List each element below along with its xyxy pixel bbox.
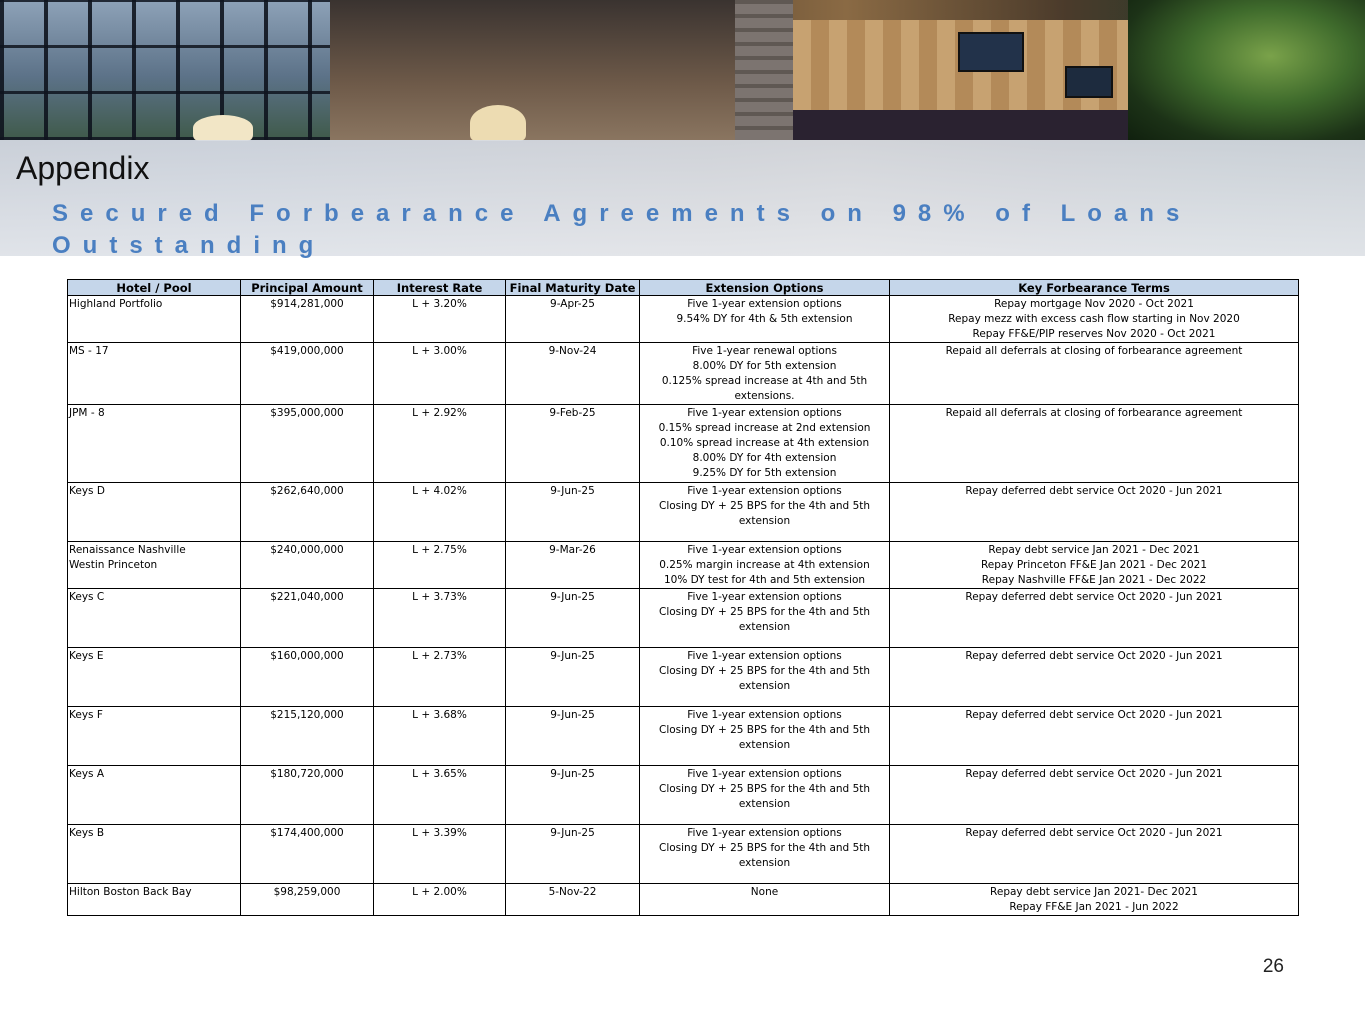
- rate-cell: L + 3.20%: [374, 296, 506, 343]
- rate-cell: L + 3.00%: [374, 343, 506, 405]
- extension-cell-line: Closing DY + 25 BPS for the 4th and 5th: [658, 842, 871, 854]
- hotel-cell-line: Keys B: [69, 827, 105, 839]
- maturity-cell: 9-Apr-25: [506, 296, 640, 343]
- terms-cell-line: Repay FF&E/PIP reserves Nov 2020 - Oct 2021: [972, 328, 1216, 340]
- maturity-cell: 9-Jun-25: [506, 766, 640, 825]
- extension-cell-line: Closing DY + 25 BPS for the 4th and 5th: [658, 783, 871, 795]
- hotel-cell-line: Keys C: [69, 591, 105, 603]
- column-header: Key Forbearance Terms: [890, 280, 1299, 296]
- hotel-cell-line: MS - 17: [69, 345, 109, 357]
- hotel-cell-line: Highland Portfolio: [69, 298, 163, 310]
- column-header: Hotel / Pool: [68, 280, 241, 296]
- hotel-cell: [68, 296, 241, 343]
- principal-cell: $215,120,000: [241, 707, 374, 766]
- maturity-cell: 9-Jun-25: [506, 825, 640, 884]
- terms-cell-line: Repay deferred debt service Oct 2020 - Jun 2021: [965, 591, 1223, 603]
- extension-cell-line: 8.00% DY for 4th extension: [692, 452, 837, 464]
- extension-cell-line: extension: [738, 857, 791, 869]
- hotel-cell-line: Hilton Boston Back Bay: [69, 886, 192, 898]
- page-title: Appendix: [16, 150, 150, 186]
- banner-lamp: [193, 115, 253, 141]
- extension-cell: [640, 589, 890, 648]
- extension-cell: [640, 343, 890, 405]
- hotel-cell: [68, 766, 241, 825]
- rate-cell: L + 3.73%: [374, 589, 506, 648]
- hotel-cell-line: Keys E: [69, 650, 104, 662]
- extension-cell-line: Five 1-year renewal options: [692, 345, 837, 357]
- hotel-cell-line: Renaissance Nashville: [69, 544, 186, 556]
- terms-cell-line: Repay debt service Jan 2021 - Dec 2021: [988, 544, 1200, 556]
- terms-cell: [890, 648, 1299, 707]
- extension-cell: [640, 707, 890, 766]
- extension-cell-line: Five 1-year extension options: [687, 544, 842, 556]
- rate-cell: L + 2.73%: [374, 648, 506, 707]
- extension-cell-line: Five 1-year extension options: [687, 591, 842, 603]
- terms-cell: [890, 707, 1299, 766]
- extension-cell-line: 9.54% DY for 4th & 5th extension: [676, 313, 853, 325]
- rate-cell: L + 2.92%: [374, 405, 506, 483]
- hotel-cell: [68, 542, 241, 589]
- principal-cell: $180,720,000: [241, 766, 374, 825]
- extension-cell-line: extension: [738, 798, 791, 810]
- rate-cell: L + 2.75%: [374, 542, 506, 589]
- extension-cell: [640, 296, 890, 343]
- maturity-cell: 9-Nov-24: [506, 343, 640, 405]
- column-header: Extension Options: [640, 280, 890, 296]
- banner-wall: [330, 0, 750, 140]
- extension-cell: [640, 825, 890, 884]
- terms-cell-line: Repay Nashville FF&E Jan 2021 - Dec 2022: [981, 574, 1207, 586]
- maturity-cell: 9-Jun-25: [506, 483, 640, 542]
- hotel-cell-line: Keys A: [69, 768, 105, 780]
- hotel-cell: [68, 483, 241, 542]
- extension-cell-line: Five 1-year extension options: [687, 650, 842, 662]
- extension-cell-line: 0.10% spread increase at 4th extension: [659, 437, 870, 449]
- banner-plants: [1128, 0, 1365, 140]
- terms-cell-line: Repay deferred debt service Oct 2020 - Jun 2021: [965, 650, 1223, 662]
- column-header: Final Maturity Date: [506, 280, 640, 296]
- extension-cell-line: Five 1-year extension options: [687, 709, 842, 721]
- terms-cell: [890, 542, 1299, 589]
- maturity-cell: 9-Jun-25: [506, 589, 640, 648]
- hotel-cell-line: Keys D: [69, 485, 105, 497]
- extension-cell-line: extension: [738, 739, 791, 751]
- terms-cell-line: Repay deferred debt service Oct 2020 - Jun 2021: [965, 827, 1223, 839]
- terms-cell: [890, 343, 1299, 405]
- terms-cell: [890, 483, 1299, 542]
- extension-cell-line: 9.25% DY for 5th extension: [692, 467, 837, 479]
- extension-cell-line: Five 1-year extension options: [687, 485, 842, 497]
- extension-cell: [640, 405, 890, 483]
- extension-cell-line: Closing DY + 25 BPS for the 4th and 5th: [658, 500, 871, 512]
- page-number: 26: [1262, 956, 1284, 977]
- terms-cell: [890, 589, 1299, 648]
- extension-cell-line: extension: [738, 621, 791, 633]
- principal-cell: $160,000,000: [241, 648, 374, 707]
- table-row: [68, 707, 1299, 766]
- terms-cell-line: Repay deferred debt service Oct 2020 - Jun 2021: [965, 768, 1223, 780]
- table-row: [68, 343, 1299, 405]
- extension-cell: [640, 542, 890, 589]
- extension-cell-line: 8.00% DY for 5th extension: [692, 360, 837, 372]
- maturity-cell: 9-Jun-25: [506, 648, 640, 707]
- table-row: [68, 296, 1299, 343]
- terms-cell: [890, 296, 1299, 343]
- column-header: Interest Rate: [374, 280, 506, 296]
- extension-cell-line: Closing DY + 25 BPS for the 4th and 5th: [658, 724, 871, 736]
- extension-cell-line: extension: [738, 680, 791, 692]
- hotel-cell: [68, 825, 241, 884]
- principal-cell: $221,040,000: [241, 589, 374, 648]
- extension-cell-line: 0.15% spread increase at 2nd extension: [658, 422, 871, 434]
- hotel-cell: [68, 648, 241, 707]
- extension-cell-line: Closing DY + 25 BPS for the 4th and 5th: [658, 606, 871, 618]
- extension-cell: [640, 483, 890, 542]
- extension-cell-line: None: [750, 886, 779, 898]
- table-header-row: [68, 280, 1299, 296]
- rate-cell: L + 2.00%: [374, 884, 506, 916]
- banner-tv-screen: [1065, 66, 1113, 98]
- extension-cell-line: 10% DY test for 4th and 5th extension: [663, 574, 866, 586]
- table-row: [68, 405, 1299, 483]
- banner-lamp: [470, 105, 526, 141]
- banner-tv-screen: [958, 32, 1024, 72]
- terms-cell-line: Repaid all deferrals at closing of forbearance agreement: [945, 407, 1243, 419]
- page-subtitle: Secured Forbearance Agreements on 98% of Loans Outstanding: [52, 200, 1192, 259]
- principal-cell: $98,259,000: [241, 884, 374, 916]
- terms-cell: [890, 766, 1299, 825]
- terms-cell-line: Repay mortgage Nov 2020 - Oct 2021: [994, 298, 1194, 310]
- terms-cell-line: Repay Princeton FF&E Jan 2021 - Dec 2021: [980, 559, 1208, 571]
- maturity-cell: 5-Nov-22: [506, 884, 640, 916]
- hotel-cell: [68, 589, 241, 648]
- hotel-cell-line: JPM - 8: [69, 407, 105, 419]
- table-row: [68, 589, 1299, 648]
- terms-cell-line: Repay FF&E Jan 2021 - Jun 2022: [1009, 901, 1179, 913]
- rate-cell: L + 4.02%: [374, 483, 506, 542]
- table-row: [68, 483, 1299, 542]
- hotel-cell: [68, 884, 241, 916]
- hotel-cell-line: Keys F: [69, 709, 103, 721]
- table-row: [68, 825, 1299, 884]
- extension-cell-line: 0.25% margin increase at 4th extension: [659, 559, 870, 571]
- banner-stone-pillar: [735, 0, 793, 140]
- extension-cell-line: Five 1-year extension options: [687, 827, 842, 839]
- extension-cell: [640, 648, 890, 707]
- rate-cell: L + 3.39%: [374, 825, 506, 884]
- maturity-cell: 9-Jun-25: [506, 707, 640, 766]
- extension-cell: [640, 766, 890, 825]
- hotel-cell: [68, 343, 241, 405]
- terms-cell-line: Repay deferred debt service Oct 2020 - Jun 2021: [965, 709, 1223, 721]
- table-row: [68, 884, 1299, 916]
- extension-cell: [640, 884, 890, 916]
- banner-windows: [0, 0, 330, 140]
- maturity-cell: 9-Mar-26: [506, 542, 640, 589]
- terms-cell: [890, 825, 1299, 884]
- table-row: [68, 542, 1299, 589]
- terms-cell-line: Repay mezz with excess cash flow starting in Nov 2020: [948, 313, 1240, 325]
- principal-cell: $174,400,000: [241, 825, 374, 884]
- terms-cell-line: Repaid all deferrals at closing of forbearance agreement: [945, 345, 1243, 357]
- principal-cell: $395,000,000: [241, 405, 374, 483]
- hotel-cell-line: Westin Princeton: [69, 559, 158, 571]
- maturity-cell: 9-Feb-25: [506, 405, 640, 483]
- terms-cell-line: Repay deferred debt service Oct 2020 - Jun 2021: [965, 485, 1223, 497]
- table-row: [68, 766, 1299, 825]
- hotel-cell: [68, 707, 241, 766]
- column-header: Principal Amount: [241, 280, 374, 296]
- extension-cell-line: extension: [738, 515, 791, 527]
- extension-cell-line: Five 1-year extension options: [687, 768, 842, 780]
- hotel-cell: [68, 405, 241, 483]
- extension-cell-line: Five 1-year extension options: [687, 407, 842, 419]
- terms-cell-line: Repay debt service Jan 2021- Dec 2021: [990, 886, 1198, 898]
- table-row: [68, 648, 1299, 707]
- principal-cell: $419,000,000: [241, 343, 374, 405]
- rate-cell: L + 3.68%: [374, 707, 506, 766]
- principal-cell: $914,281,000: [241, 296, 374, 343]
- forbearance-table: [67, 279, 1299, 916]
- extension-cell-line: Closing DY + 25 BPS for the 4th and 5th: [658, 665, 871, 677]
- rate-cell: L + 3.65%: [374, 766, 506, 825]
- principal-cell: $262,640,000: [241, 483, 374, 542]
- extension-cell-line: 0.125% spread increase at 4th and 5th: [661, 375, 868, 387]
- extension-cell-line: extensions.: [734, 390, 795, 402]
- terms-cell: [890, 405, 1299, 483]
- extension-cell-line: Five 1-year extension options: [687, 298, 842, 310]
- terms-cell: [890, 884, 1299, 916]
- principal-cell: $240,000,000: [241, 542, 374, 589]
